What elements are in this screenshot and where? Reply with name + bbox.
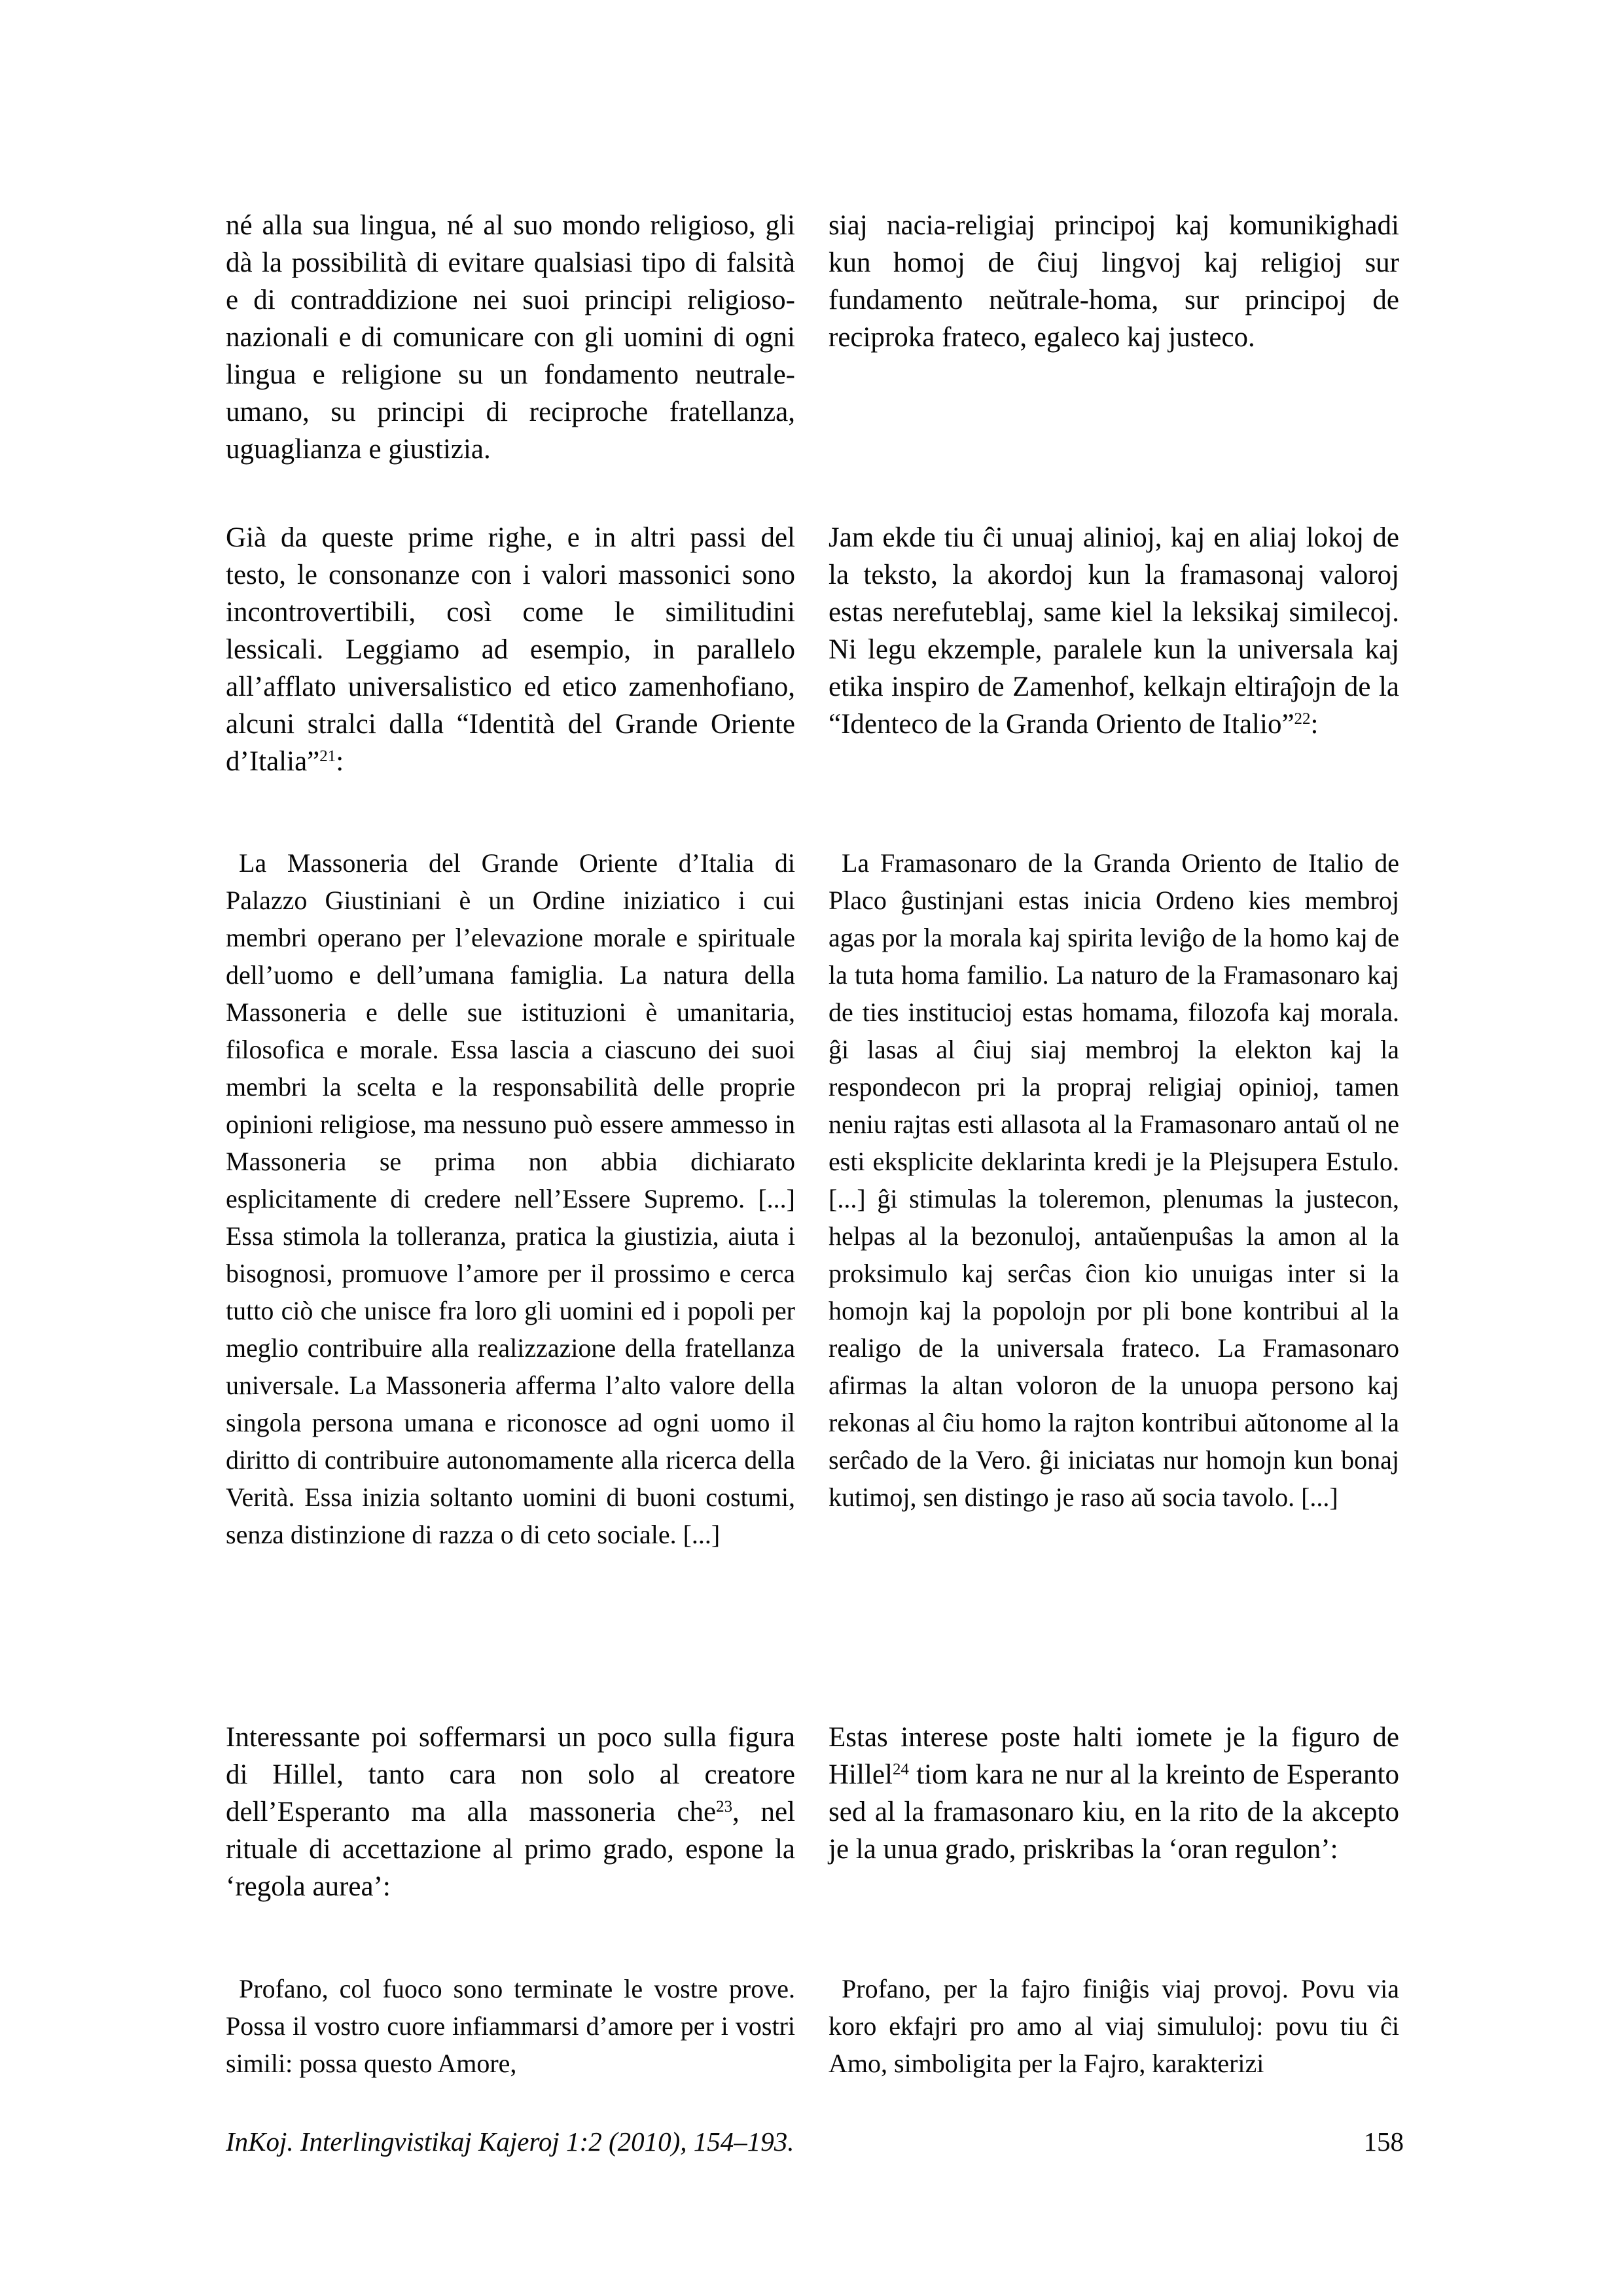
paragraph-hillel-esperanto: Estas interese poste halti iomete je la figuro de Hillel$^{24}$ tiom kara ne nur al la kreinto de Esperanto sed al la framasonaro kiu, en la rito de la akcepto je la unua grado, priskribas la ‘oran regulon’: (829, 1722, 1399, 1865)
paragraph-intro-italian: né alla sua lingua, né al suo mondo religioso, gli dà la possibilità di evitare qualsiasi tipo di falsità e di contraddizione nei suoi principi religioso-nazionali e di comunicare con gli uomini di ogni lingua e religione su un fondamento neutrale-umano, su principi di reciproche fratellanza, uguaglianza e giustizia. (226, 210, 795, 465)
page-footer (226, 2125, 1404, 2158)
footnote-marker: 21 (319, 747, 336, 766)
paragraph-commentary-italian: Già da queste prime righe, e in altri passi del testo, le consonanze con i valori massonici sono incontrovertibili, così come le similitudini lessicali. Leggiamo ad esempio, in parallelo all’afflato universalistico ed etico zamenhofiano, alcuni stralci dalla “Identità del Grande Oriente d’Italia”$^{21}$: (226, 522, 795, 777)
footnote-marker: 22 (1294, 710, 1311, 728)
paragraph-intro-esperanto: siaj nacia-religiaj principoj kaj komunikighadi kun homoj de ĉiuj lingvoj kaj religioj sur fundamento neŭtrale-homa, sur principoj de reciproka frateco, egaleco kaj justeco. (829, 210, 1399, 353)
blockquote-masonry-esperanto: La Framasonaro de la Granda Oriento de Italio de Placo ĝustinjani estas inicia Ordeno kies membroj agas por la morala kaj spirita leviĝo de la homo kaj de la tuta homa familio. La naturo de la Framasonaro kaj de ties institucioj estas homama, filozofa kaj morala. ĝi lasas al ĉiuj siaj membroj la elekton kaj la respondecon pri la propraj religiaj opinioj, tamen neniu rajtas esti allasota al la Framasonaro antaŭ ol ne esti eksplicite deklarinta kredi je la Plejsupera Estulo. [...] ĝi stimulas la toleremon, plenumas la justecon, helpas al la bezonuloj, antaŭenpuŝas la amon al la proksimulo kaj serĉas ĉion kio unuigas inter si la homojn kaj la popolojn por pli bone kontribui al la realigo de la universala frateco. La Framasonaro afirmas la altan voloron de la unuopa persono kaj rekonas al ĉiu homo la rajton kontribui aŭtonome al la serĉado de la Vero. ĝi iniciatas nur homojn kun bonaj kutimoj, sen distingo je raso aŭ socia tavolo. [...] (829, 848, 1399, 1512)
blockquote-ritual-italian: Profano, col fuoco sono terminate le vostre prove. Possa il vostro cuore infiammarsi d’amore per i vostri simili: possa questo Amore, (226, 1974, 795, 2078)
page-number: 158 (1363, 2126, 1404, 2157)
blockquote-masonry-italian: La Massoneria del Grande Oriente d’Italia di Palazzo Giustiniani è un Ordine iniziatico i cui membri operano per l’elevazione morale e spirituale dell’uomo e dell’umana famiglia. La natura della Massoneria e delle sue istituzioni è umanitaria, filosofica e morale. Essa lascia a ciascuno dei suoi membri la scelta e la responsabilità delle proprie opinioni religiose, ma nessuno può essere ammesso in Massoneria se prima non abbia dichiarato esplicitamente di credere nell’Essere Supremo. [...] Essa stimola la tolleranza, pratica la giustizia, aiuta i bisognosi, promuove l’amore per il prossimo e cerca tutto ciò che unisce fra loro gli uomini ed i popoli per meglio contribuire alla realizzazione della fratellanza universale. La Massoneria afferma l’alto valore della singola persona umana e riconosce ad ogni uomo il diritto di contribuire autonomamente alla ricerca della Verità. Essa inizia soltanto uomini di buoni costumi, senza distinzione di razza o di ceto sociale. [...] (226, 848, 795, 1549)
paragraph-commentary-esperanto: Jam ekde tiu ĉi unuaj alinioj, kaj en aliaj lokoj de la teksto, la akordoj kun la framasonaj valoroj estas nerefuteblaj, same kiel la leksikaj similecoj. Ni legu ekzemple, paralele kun la universala kaj etika inspiro de Zamenhof, kelkajn eltiraĵojn de la “Identeco de la Granda Oriento de Italio”$^{22}$: (829, 522, 1399, 740)
footnote-marker: 24 (892, 1761, 909, 1779)
blockquote-ritual-esperanto: Profano, per la fajro finiĝis viaj provoj. Povu via koro ekfajri pro amo al viaj simululoj: povu tiu ĉi Amo, simboligita per la Fajro, karakterizi (829, 1974, 1399, 2078)
footnote-marker: 23 (716, 1798, 733, 1816)
journal-citation: InKoj. Interlingvistikaj Kajeroj 1:2 (2010), 154–193. (226, 2126, 794, 2157)
paragraph-hillel-italian: Interessante poi soffermarsi un poco sulla figura di Hillel, tanto cara non solo al creatore dell’Esperanto ma alla massoneria che$^{23}$, nel rituale di accettazione al primo grado, espone la ‘regola aurea’: (226, 1722, 795, 1902)
